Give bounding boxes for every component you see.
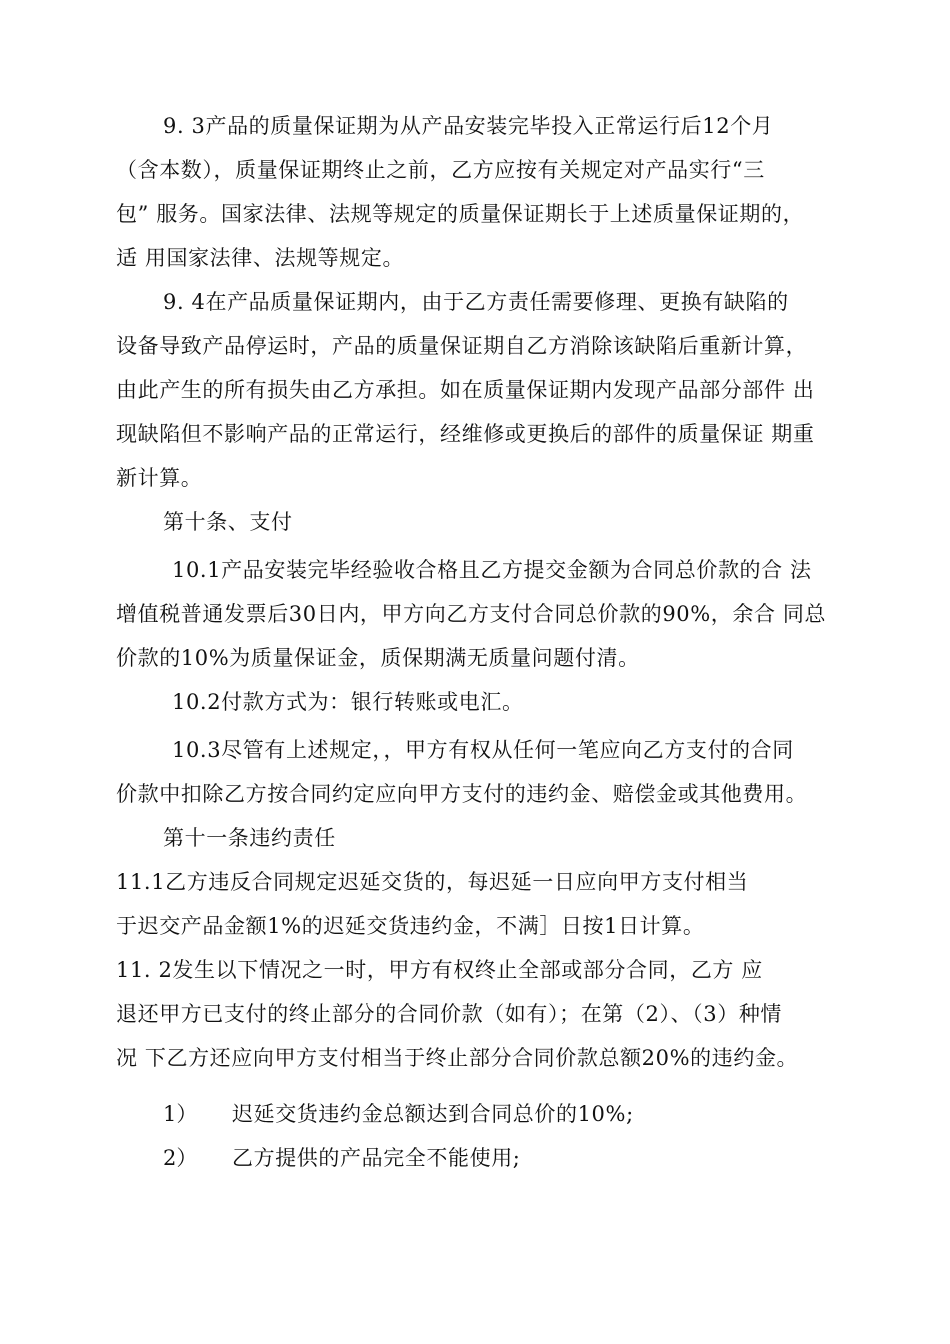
list-item-2-text: 乙方提供的产品完全不能使用; bbox=[232, 1146, 521, 1170]
clause-11-2-line-3: 况 下乙方还应向甲方支付相当于终止部分合同价款总额20%的违约金。 bbox=[116, 1046, 799, 1070]
clause-10-1-line-2: 增值税普通发票后30日内，甲方向乙方支付合同总价款的90%，余合 同总 bbox=[116, 602, 827, 626]
clause-9-4-line-1: 9. 4在产品质量保证期内，由于乙方责任需要修理、更换有缺陷的 bbox=[163, 290, 789, 314]
list-item-1-text: 迟延交货违约金总额达到合同总价的10%; bbox=[232, 1102, 634, 1126]
clause-10-2: 10.2付款方式为：银行转账或电汇。 bbox=[172, 690, 524, 714]
section-10-heading: 第十条、支付 bbox=[163, 510, 293, 534]
clause-9-4-line-3: 由此产生的所有损失由乙方承担。如在质量保证期内发现产品部分部件 出 bbox=[116, 378, 815, 402]
clause-9-4-line-2: 设备导致产品停运时，产品的质量保证期自乙方消除该缺陷后重新计算， bbox=[116, 334, 808, 358]
clause-9-3-line-2: （含本数），质量保证期终止之前，乙方应按有关规定对产品实行“三 bbox=[116, 158, 765, 182]
clause-10-1-line-1: 10.1产品安装完毕经验收合格且乙方提交金额为合同总价款的合 法 bbox=[172, 558, 812, 582]
clause-10-1-line-3: 价款的10%为质量保证金，质保期满无质量问题付清。 bbox=[116, 646, 640, 670]
clause-11-2-line-1: 11. 2发生以下情况之一时，甲方有权终止全部或部分合同，乙方 应 bbox=[116, 958, 763, 982]
clause-9-3-line-1: 9. 3产品的质量保证期为从产品安装完毕投入正常运行后12个月 bbox=[163, 114, 774, 138]
clause-10-3-line-1: 10.3尽管有上述规定，，甲方有权从任何一笔应向乙方支付的合同 bbox=[172, 738, 794, 762]
clause-9-3-line-4: 适 用国家法律、法规等规定。 bbox=[116, 246, 405, 270]
list-item-2-number: 2） bbox=[163, 1146, 198, 1170]
clause-9-4-line-4: 现缺陷但不影响产品的正常运行，经维修或更换后的部件的质量保证 期重 bbox=[116, 422, 815, 446]
clause-9-3-line-3: 包” 服务。国家法律、法规等规定的质量保证期长于上述质量保证期的， bbox=[116, 202, 805, 226]
section-11-heading: 第十一条违约责任 bbox=[163, 826, 336, 850]
clause-9-4-line-5: 新计算。 bbox=[116, 466, 203, 490]
clause-11-1-line-1: 11.1乙方违反合同规定迟延交货的，每迟延一日应向甲方支付相当 bbox=[116, 870, 749, 894]
list-item-1-number: 1） bbox=[163, 1102, 198, 1126]
clause-10-3-line-2: 价款中扣除乙方按合同约定应向甲方支付的违约金、赔偿金或其他费用。 bbox=[116, 782, 808, 806]
clause-11-1-line-2: 于迟交产品金额1%的迟延交货违约金，不满］日按1日计算。 bbox=[116, 914, 705, 938]
clause-11-2-line-2: 退还甲方已支付的终止部分的合同价款（如有）；在第（2）、（3）种情 bbox=[116, 1002, 783, 1026]
